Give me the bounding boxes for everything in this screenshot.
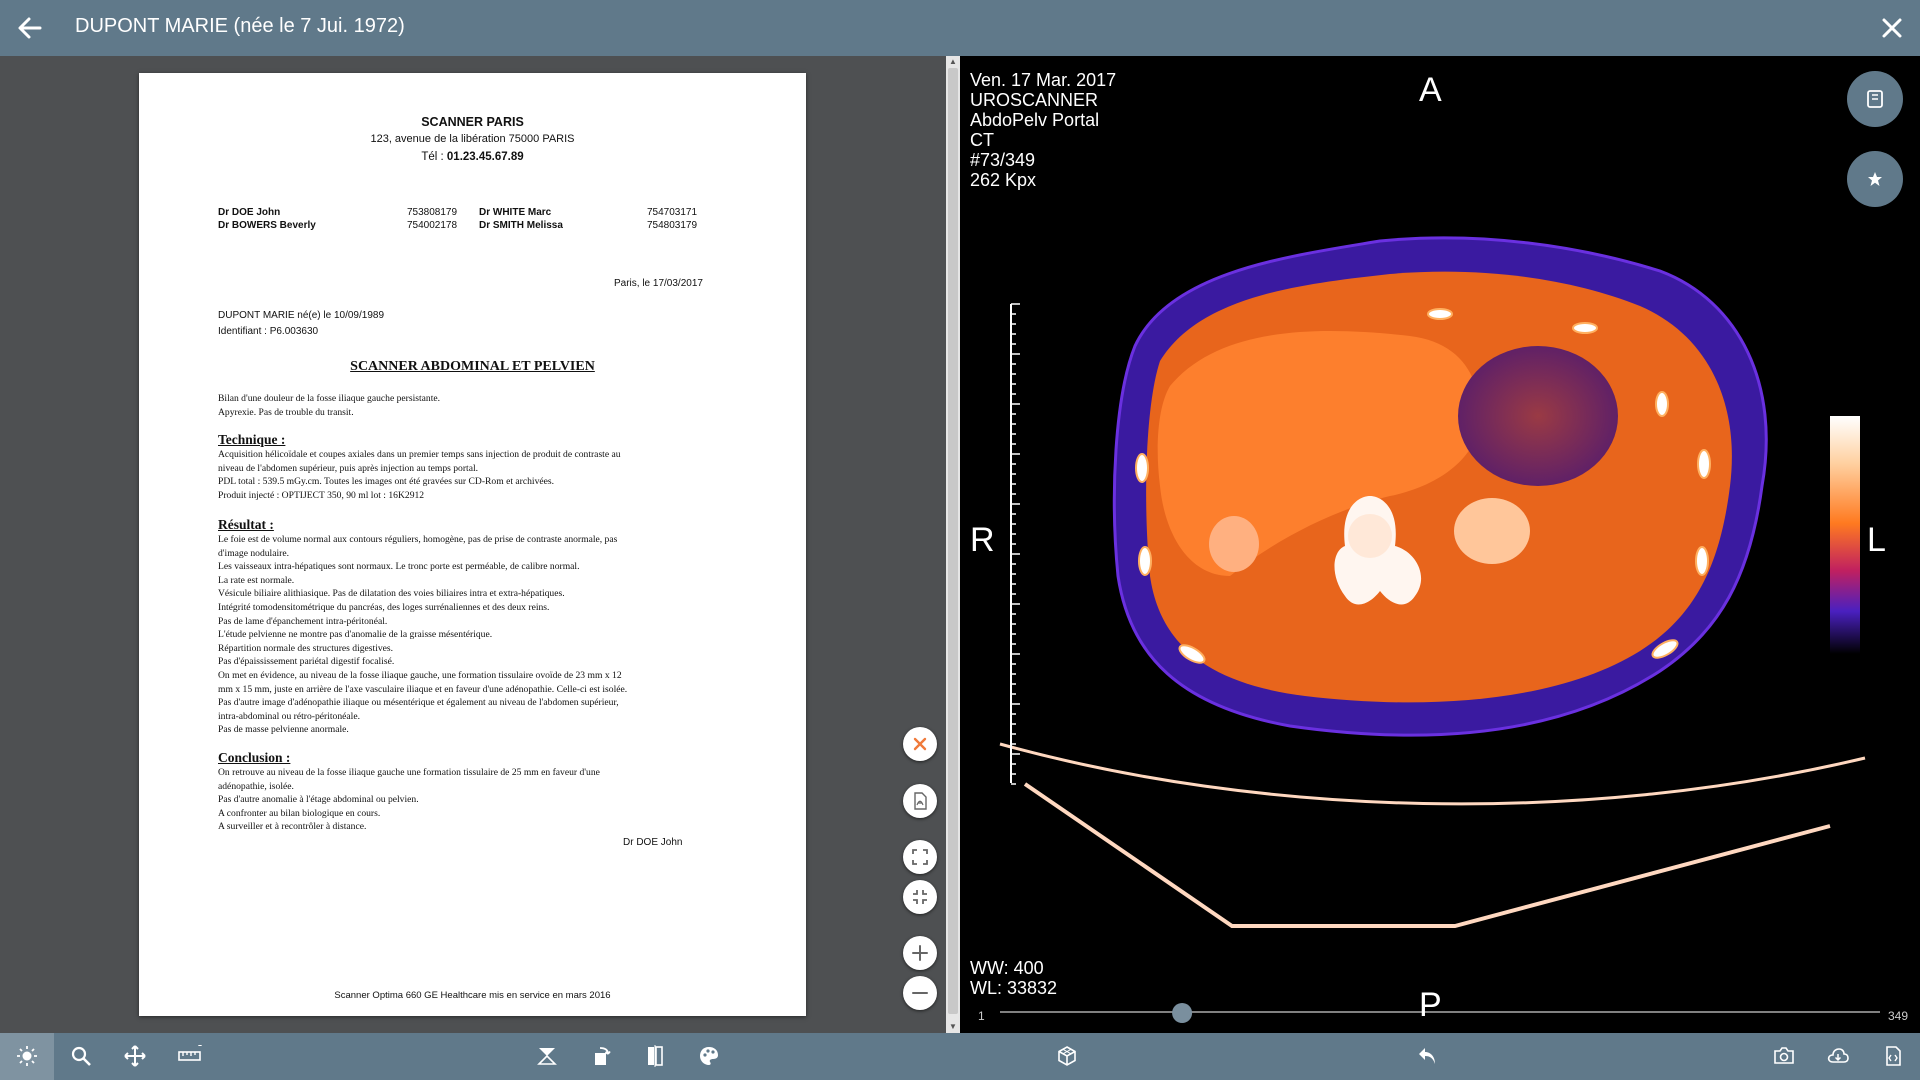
scroll-down-icon[interactable]: ▼: [949, 1022, 957, 1031]
report-intro: [218, 392, 733, 419]
fullscreen-button[interactable]: [903, 840, 937, 874]
pan-tool[interactable]: [108, 1033, 162, 1080]
doctor-id: 754703171: [647, 207, 698, 218]
doctor-id: 754803179: [647, 220, 698, 231]
brightness-icon: [16, 1045, 38, 1067]
technique-line: Produit injecté : OPTIJECT 350, 90 ml lot : 16K2912: [218, 489, 425, 501]
patient-birth: (née le 7 Jui. 1972): [233, 15, 405, 37]
result-section: [218, 517, 733, 737]
phone-number: 01.23.45.67.89: [446, 151, 524, 163]
result-line: Pas de lame d'épanchement intra-péritonéal.: [218, 615, 388, 627]
conclusion-heading: Conclusion :: [218, 750, 291, 765]
slice-max: 349: [1888, 1009, 1909, 1023]
palette-icon: [698, 1045, 720, 1067]
result-line: Pas d'autre image d'adénopathie iliaque ou mésentérique et également au niveau de l'abdomen supérieur,: [218, 697, 619, 709]
technique-line: Acquisition hélicoïdale et coupes axiales dans un premier temps sans injection de produit de contraste au: [218, 449, 621, 460]
doctor-id: 753808179: [407, 207, 458, 218]
flip-tool[interactable]: [520, 1033, 574, 1080]
close-icon[interactable]: [1872, 8, 1912, 48]
conclusion-line: Pas d'autre anomalie à l'étage abdominal ou pelvien.: [218, 794, 419, 806]
result-line: mm x 15 mm, juste en arrière de l'axe vasculaire iliaque et en faveur d'une adénopathie. Celle-ci est isolée.: [218, 683, 628, 695]
study-info: [970, 70, 1116, 190]
key-image-icon: [1863, 167, 1887, 191]
measure-tool[interactable]: [162, 1033, 216, 1080]
fullscreen-icon: [910, 847, 930, 867]
conclusion-line: A surveiller et à recontrôler à distance.: [218, 821, 367, 833]
conclusion-line: On retrouve au niveau de la fosse iliaque gauche une formation tissulaire de 25 mm en faveur d'une: [218, 767, 600, 778]
orientation-bottom: P: [1419, 986, 1442, 1024]
result-line: La rate est normale.: [218, 574, 295, 586]
report-document: [139, 73, 806, 1016]
bottom-toolbar: [0, 1033, 1920, 1080]
series-button[interactable]: [1847, 71, 1903, 127]
top-bar: [0, 0, 1920, 56]
orientation-right: L: [1867, 521, 1886, 559]
exit-fullscreen-icon: [910, 887, 930, 907]
patient-title: [75, 15, 405, 38]
result-line: Vésicule biliaire alithiasique. Pas de dilatation des voies biliaires intra et extra-hépatiques.: [218, 588, 565, 600]
report-patient: DUPONT MARIE né(e) le 10/09/1989: [218, 310, 385, 321]
invert-icon: [644, 1045, 666, 1067]
zoom-icon: [70, 1045, 92, 1067]
result-line: Répartition normale des structures digestives.: [218, 642, 394, 654]
modality: CT: [970, 130, 994, 150]
series-icon: [1863, 87, 1887, 111]
screenshot-tool[interactable]: [1757, 1033, 1811, 1080]
close-icon: [910, 734, 930, 754]
undo-tool[interactable]: [1400, 1033, 1454, 1080]
pan-icon: [124, 1045, 146, 1067]
exit-fullscreen-button[interactable]: [903, 880, 937, 914]
orientation-left: R: [970, 521, 995, 559]
report-pane: [0, 56, 946, 1033]
conclusion-line: adénopathie, isolée.: [218, 780, 294, 792]
zoom-out-button[interactable]: [903, 976, 937, 1010]
result-heading: Résultat :: [218, 517, 274, 532]
conclusion-line: A confronter au bilan biologique en cours.: [218, 807, 381, 819]
pdf-icon: [910, 791, 930, 811]
zoom-tool[interactable]: [54, 1033, 108, 1080]
exam-title: SCANNER ABDOMINAL ET PELVIEN: [350, 359, 595, 374]
zoom-in-icon: [910, 943, 930, 963]
technique-line: PDL total : 539.5 mGy.cm. Toutes les images ont été gravées sur CD-Rom et archivées.: [218, 476, 555, 488]
image-viewer[interactable]: [960, 56, 1920, 1033]
doctor-name: Dr DOE John: [218, 207, 281, 218]
study-date: Ven. 17 Mar. 2017: [970, 70, 1117, 90]
technique-section: [218, 432, 733, 502]
technique-heading: Technique :: [218, 432, 286, 447]
result-line: Intégrité tomodensitométrique du pancréas, des loges surrénaliennes et des deux reins.: [218, 601, 550, 613]
key-image-button[interactable]: [1847, 151, 1903, 207]
technique-line: niveau de l'abdomen supérieur, puis après injection au temps portal.: [218, 462, 479, 474]
scale-ruler: [1011, 304, 1020, 784]
patient-name: DUPONT MARIE: [75, 15, 228, 37]
series-description: AbdoPelv Portal: [970, 110, 1100, 130]
flip-icon: [536, 1045, 558, 1067]
orientation-top: A: [1419, 71, 1442, 109]
result-line: Pas de masse pelvienne anormale.: [218, 724, 349, 736]
cloud-icon: [1827, 1045, 1849, 1067]
report-footer: Scanner Optima 660 GE Healthcare mis en service en mars 2016: [334, 990, 611, 1001]
place-date: Paris, le 17/03/2017: [614, 278, 703, 289]
invert-tool[interactable]: [628, 1033, 682, 1080]
doctor-name: Dr WHITE Marc: [479, 207, 552, 218]
rotate-tool[interactable]: [574, 1033, 628, 1080]
result-line: L'étude pelvienne ne montre pas d'anomalie de la graisse mésentérique.: [218, 629, 493, 641]
export-icon: [1882, 1045, 1904, 1067]
scroll-up-icon[interactable]: ▲: [949, 57, 957, 66]
close-report-button[interactable]: [903, 727, 937, 761]
result-line: Les vaisseaux intra-hépatiques sont normaux. Le tronc porte est perméable, de calibre normal.: [218, 561, 580, 573]
3d-cube-icon: [1056, 1045, 1078, 1067]
undo-icon: [1416, 1045, 1438, 1067]
brightness-tool[interactable]: [0, 1033, 54, 1080]
scrollbar-thumb[interactable]: [948, 68, 958, 1014]
window-level: WL: 33832: [970, 978, 1058, 998]
palette-tool[interactable]: [682, 1033, 736, 1080]
clinic-name: SCANNER PARIS: [421, 115, 524, 129]
3d-tool[interactable]: [1040, 1033, 1094, 1080]
result-line: Le foie est de volume normal aux contours réguliers, homogène, pas de prise de contraste anormale, pas: [218, 534, 618, 545]
result-line: d'image nodulaire.: [218, 547, 289, 559]
doctor-name: Dr BOWERS Beverly: [218, 220, 316, 231]
doctor-id: 754002178: [407, 220, 458, 231]
export-tool[interactable]: [1866, 1033, 1920, 1080]
image-size: 262 Kpx: [970, 170, 1037, 190]
result-line: Pas d'épaississement pariétal digestif focalisé.: [218, 656, 395, 668]
phone-label: Tél :: [421, 151, 444, 163]
color-scale-bar: [1830, 416, 1860, 654]
conclusion-section: [218, 750, 733, 834]
intro-line: Apyrexie. Pas de trouble du transit.: [218, 406, 354, 418]
result-line: intra-abdominal ou rétro-péritonéale.: [218, 710, 360, 722]
doctor-name: Dr SMITH Melissa: [479, 220, 563, 231]
cloud-tool[interactable]: [1811, 1033, 1865, 1080]
result-line: On met en évidence, au niveau de la fosse iliaque gauche, une formation tissulaire ovoïde de 23 mm x 12: [218, 669, 622, 681]
report-scrollbar[interactable]: [946, 56, 960, 1033]
slice-slider-thumb[interactable]: [1172, 1003, 1192, 1023]
zoom-out-icon: [910, 983, 930, 1003]
ruler-icon: [178, 1045, 202, 1067]
clinic-phone: [139, 151, 806, 163]
zoom-in-button[interactable]: [903, 936, 937, 970]
slice-index: #73/349: [970, 150, 1036, 170]
study-description: UROSCANNER: [970, 90, 1099, 110]
pdf-button[interactable]: [903, 784, 937, 818]
camera-icon: [1773, 1045, 1795, 1067]
slice-min: 1: [978, 1009, 985, 1023]
clinic-address: 123, avenue de la libération 75000 PARIS: [370, 133, 575, 145]
back-arrow-icon[interactable]: [10, 8, 50, 48]
signature: Dr DOE John: [623, 837, 683, 848]
rotate-icon: [590, 1045, 612, 1067]
ct-image: [960, 56, 1920, 1033]
report-identifier: Identifiant : P6.003630: [218, 326, 319, 337]
window-width: WW: 400: [970, 958, 1044, 978]
intro-line: Bilan d'une douleur de la fosse iliaque gauche persistante.: [218, 393, 441, 404]
